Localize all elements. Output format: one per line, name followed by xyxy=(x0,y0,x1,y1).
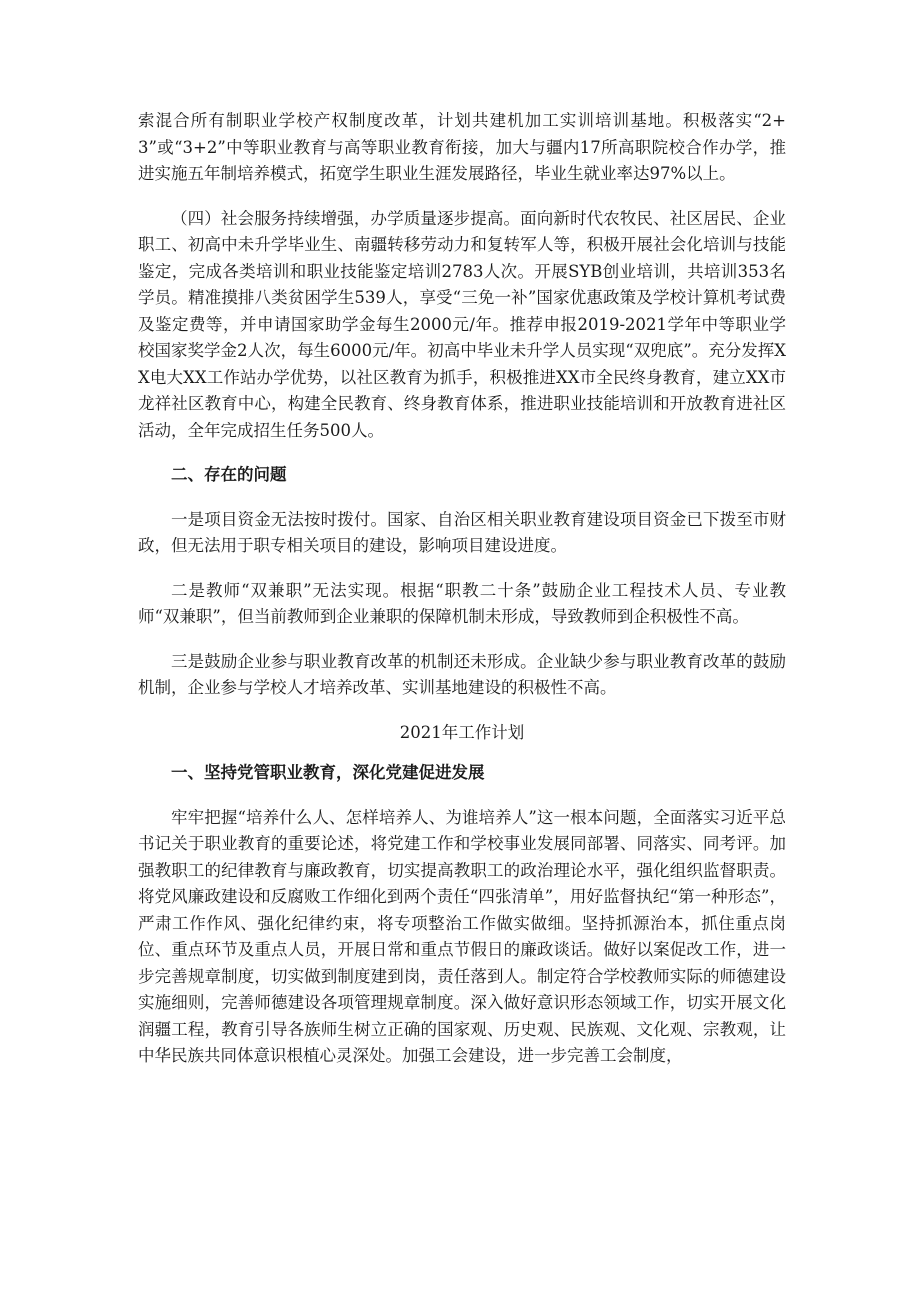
paragraph-problem-3: 三是鼓励企业参与职业教育改革的机制还未形成。企业缺少参与职业教育改革的鼓励机制，企业参与学校人才培养改革、实训基地建设的积极性不高。 xyxy=(138,651,786,697)
document-page xyxy=(138,108,786,1088)
paragraph-problem-2: 二是教师“双兼职”无法实现。根据“职教二十条”鼓励企业工程技术人员、专业教师“双兼职”，但当前教师到企业兼职的保障机制未形成，导致教师到企积极性不高。 xyxy=(138,580,786,626)
section-heading-party: 一、坚持党管职业教育，深化党建促进发展 xyxy=(171,763,485,782)
section-heading-problems: 二、存在的问题 xyxy=(171,465,287,484)
paragraph-social-service: （四）社会服务持续增强，办学质量逐步提高。面向新时代农牧民、社区居民、企业职工、初高中未升学毕业生、南疆转移劳动力和复转军人等，积极开展社会化培训与技能鉴定，完成各类培训和职业技能鉴定培训2783人次。开展SYB创业培训，共培训353名学员。精准摸排八类贫困学生539人，享受“三免一补”国家优惠政策及学校计算机考试费及鉴定费等，并申请国家助学金每生2000元/年。推荐申报2019-2021学年中等职业学校国家奖学金2人次，每生6000元/年。初高中毕业未升学人员实现“双兜底”。充分发挥XX电大XX工作站办学优势，以社区教育为抓手，积极推进XX市全民终身教育，建立XX市龙祥社区教育中心，构建全民教育、终身教育体系，推进职业技能培训和开放教育进社区活动，全年完成招生任务500人。 xyxy=(138,208,786,440)
paragraph-problem-1: 一是项目资金无法按时拨付。国家、自治区相关职业教育建设项目资金已下拨至市财政，但无法用于职专相关项目的建设，影响项目建设进度。 xyxy=(138,509,786,555)
paragraph-party-building: 牢牢把握“培养什么人、怎样培养人、为谁培养人”这一根本问题，全面落实习近平总书记关于职业教育的重要论述，将党建工作和学校事业发展同部署、同落实、同考评。加强教职工的纪律教育与廉政教育，切实提高教职工的政治理论水平，强化组织监督职责。将党风廉政建设和反腐败工作细化到两个责任“四张清单”，用好监督执纪“第一种形态”，严肃工作作风、强化纪律约束，将专项整治工作做实做细。坚持抓源治本，抓住重点岗位、重点环节及重点人员，开展日常和重点节假日的廉政谈话。做好以案促改工作，进一步完善规章制度，切实做到制度建到岗，责任落到人。制定符合学校教师实际的师德建设实施细则，完善师德建设各项管理规章制度。深入做好意识形态领域工作，切实开展文化润疆工程，教育引导各族师生树立正确的国家观、历史观、民族观、文化观、宗教观，让中华民族共同体意识根植心灵深处。加强工会建设，进一步完善工会制度， xyxy=(138,807,786,1065)
paragraph-continuation: 索混合所有制职业学校产权制度改革，计划共建机加工实训培训基地。积极落实“2+3”或“3+2”中等职业教育与高等职业教育衔接，加大与疆内17所高职院校合作办学，推进实施五年制培养模式，拓宽学生职业生涯发展路径，毕业生就业率达97%以上。 xyxy=(138,111,786,183)
work-plan-title: 2021年工作计划 xyxy=(399,722,525,742)
